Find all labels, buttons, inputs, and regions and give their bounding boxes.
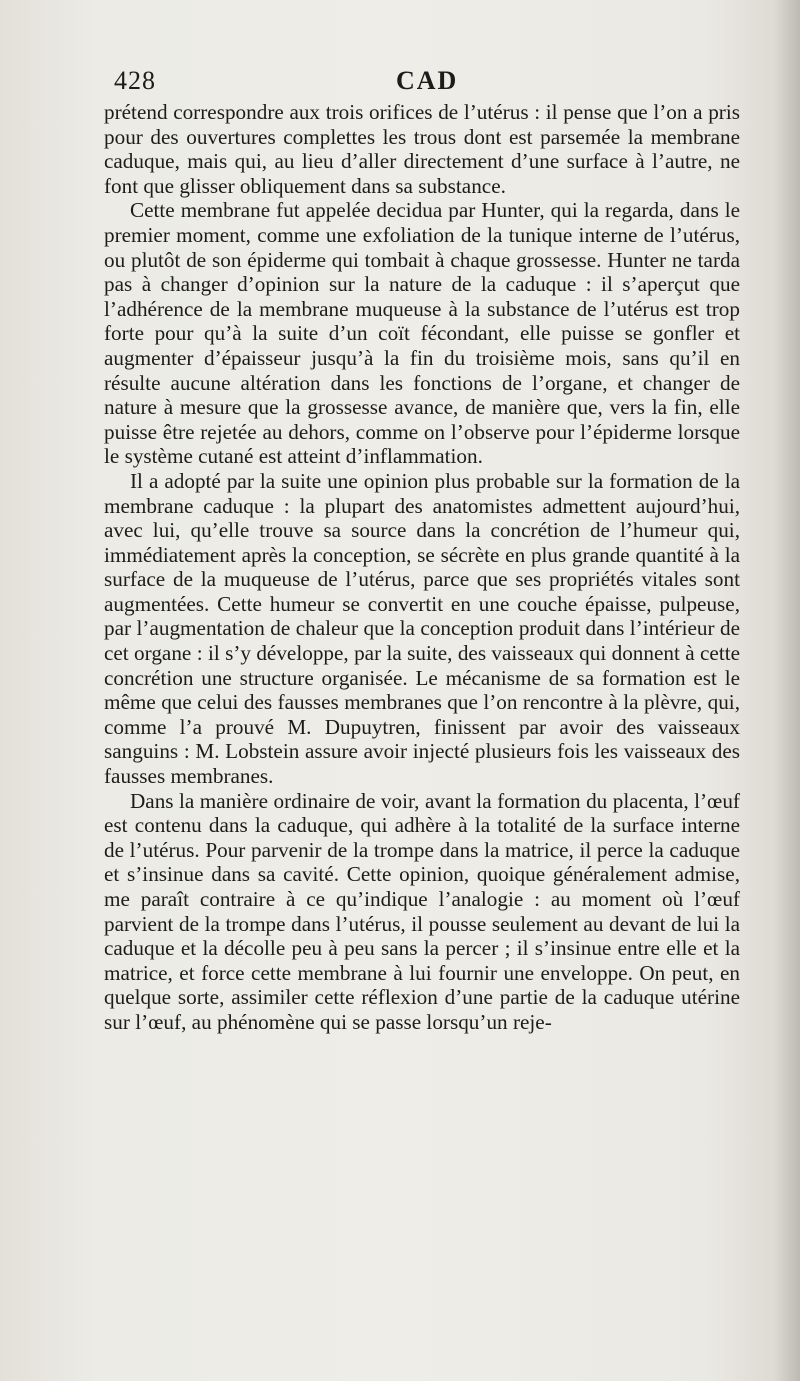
paragraph-decidua-hunter: Cette membrane fut appelée decidua par Hunter, qui la regarda, dans le premier moment, comme une exfoliation de la tunique interne de l’utérus, ou plutôt de son épiderme qui tombait à chaque grossesse. Hunter ne tarda pas à changer d’opinion sur la nature de la caduque : il s’aperçut que l’adhérence de la membrane muqueuse à la substance de l’utérus est trop forte pour qu’à la suite d’un coït fécondant, elle puisse se gonfler et augmenter d’épaisseur jusqu’à la fin du troisième mois, sans qu’il en résulte aucune altération dans les fonctions de l’organe, et changer de nature à mesure que la grossesse avance, de manière que, vers la fin, elle puisse être rejetée au dehors, comme on l’observe pour l’épiderme lorsque le système cutané est atteint d’inflammation. [104,198,740,469]
body-text [104,100,740,1035]
paragraph-continuation: prétend correspondre aux trois orifices de l’utérus : il pense que l’on a pris pour des ouvertures complettes les trous dont est parsemée la membrane caduque, mais qui, au lieu d’aller directement d’une surface à l’autre, ne font que glisser obliquement dans sa substance. [104,100,740,198]
paragraph-placenta-oeuf: Dans la manière ordinaire de voir, avant la formation du placenta, l’œuf est contenu dans la caduque, qui adhère à la totalité de la surface interne de l’utérus. Pour parvenir de la trompe dans la matrice, il perce la caduque et s’insinue dans sa cavité. Cette opinion, quoique généralement admise, me paraît contraire à ce qu’indique l’analogie : au moment où l’œuf parvient de la trompe dans l’utérus, il pousse seulement au devant de lui la caduque et la décolle peu à peu sans la percer ; il s’insinue entre elle et la matrice, et force cette membrane à lui fournir une enveloppe. On peut, en quelque sorte, assimiler cette réflexion d’une partie de la caduque utérine sur l’œuf, au phénomène qui se passe lorsqu’un reje- [104,788,740,1034]
page-number: 428 [114,66,156,95]
running-head: CAD [396,66,459,95]
page-edge-shadow [774,0,800,1381]
paragraph-formation-caduque: Il a adopté par la suite une opinion plus probable sur la formation de la membrane caduque : la plupart des anatomistes admettent aujourd’hui, avec lui, qu’elle trouve sa source dans la concrétion de l’humeur qui, immédiatement après la conception, se sécrète en plus grande quantité à la surface de la muqueuse de l’utérus, parce que ses propriétés vitales sont augmentées. Cette humeur se convertit en une couche épaisse, pulpeuse, par l’augmentation de chaleur que la conception produit dans l’intérieur de cet organe : il s’y développe, par la suite, des vaisseaux qui donnent à cette concrétion une structure organisée. Le mécanisme de sa formation est le même que celui des fausses membranes que l’on rencontre à la plèvre, qui, comme l’a prouvé M. Dupuytren, finissent par avoir des vaisseaux sanguins : M. Lobstein assure avoir injecté plusieurs fois les vaisseaux des fausses membranes. [104,468,740,789]
